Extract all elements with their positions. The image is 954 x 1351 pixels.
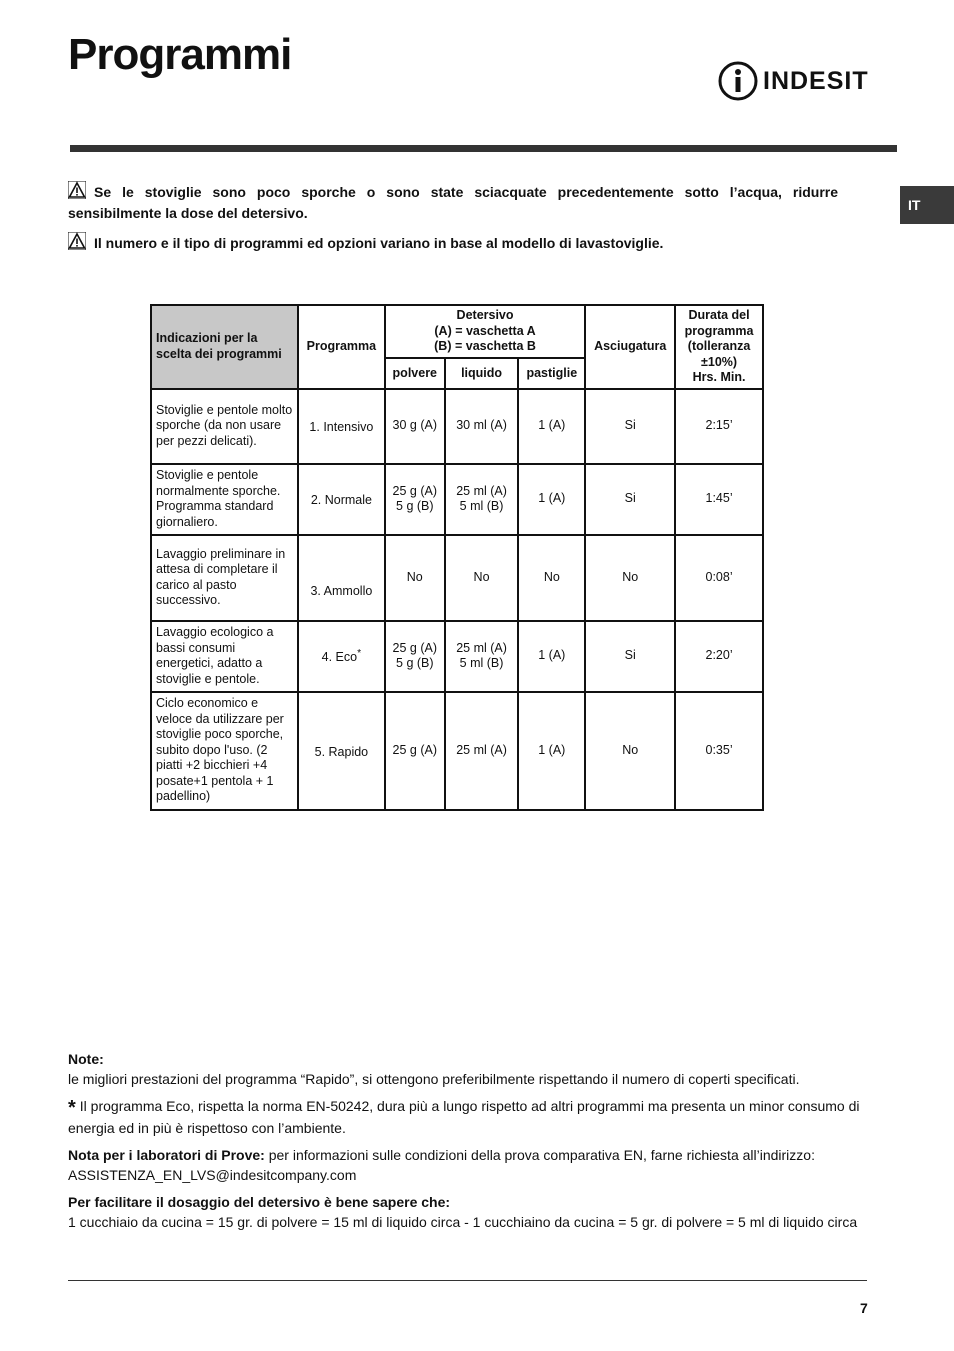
table-row	[151, 621, 763, 692]
header-drying: Asciugatura	[585, 305, 675, 389]
note-eco-text: Il programma Eco, rispetta la norma EN-50242, dura più a lungo rispetto ad altri programmi ma presenta un minor consumo di energia ed in più è rispettoso con l’ambiente.	[68, 1098, 860, 1136]
program-name: 2. Normale	[310, 493, 372, 508]
row-liquid	[445, 389, 519, 464]
row-description: Stoviglie e pentole normalmente sporche. Programma standard giornaliero.	[151, 464, 298, 535]
row-tablets: 1 (A)	[518, 389, 585, 464]
header-divider	[70, 145, 897, 152]
row-description: Ciclo economico e veloce da utilizzare per stoviglie poco sporche, subito dopo l'uso. (2 piatti +2 bicchieri +4 posate+1 pentola + 1 padellino)	[151, 692, 298, 810]
language-tab: IT	[900, 186, 954, 224]
row-liquid	[445, 692, 519, 810]
row-powder	[385, 389, 445, 464]
warning-icon	[68, 232, 86, 255]
table-row	[151, 464, 763, 535]
note-lab-text: per informazioni sulle condizioni della prova comparativa EN, farne richiesta all’indirizzo: ASSISTENZA_EN_LVS@indesitcompany.com	[68, 1147, 815, 1183]
header-detergent-title: Detersivo	[456, 308, 514, 323]
programs-table	[150, 304, 764, 811]
row-program	[298, 621, 385, 692]
row-tablets: 1 (A)	[518, 464, 585, 535]
row-drying: Si	[585, 464, 675, 535]
row-liquid	[445, 535, 519, 621]
powder-value: 25 g (A)	[392, 483, 438, 498]
powder-value: 30 g (A)	[392, 418, 438, 433]
notes-heading: Note:	[68, 1051, 104, 1067]
row-powder	[385, 464, 445, 535]
row-powder	[385, 692, 445, 810]
note-lab-label: Nota per i laboratori di Prove:	[68, 1147, 265, 1163]
note-rapid: le migliori prestazioni del programma “Rapido”, si ottengono preferibilmente rispettando il numero di coperti specificati.	[68, 1070, 800, 1087]
program-name: 4. Eco	[321, 650, 358, 665]
row-drying: No	[585, 692, 675, 810]
asterisk-mark: *	[68, 1097, 76, 1119]
row-program	[298, 535, 385, 621]
page-title: Programmi	[68, 30, 292, 79]
header-duration-line: Durata del	[688, 308, 750, 322]
warning-note-2	[68, 232, 838, 255]
warning-note-1	[68, 181, 838, 223]
table-row	[151, 389, 763, 464]
warning-text-2: Il numero e il tipo di programmi ed opzioni variano in base al modello di lavastoviglie.	[94, 235, 664, 251]
program-mark: *	[357, 648, 362, 660]
header-detergent	[385, 305, 585, 358]
powder-value: 25 g (A)	[392, 640, 438, 655]
warning-text-1: Se le stoviglie sono poco sporche o sono state sciacquate precedentemente sotto l’acqua, ridurre sensibilmente la dose del detersivo.	[68, 184, 838, 221]
row-tablets: No	[518, 535, 585, 621]
row-duration: 0:35’	[675, 692, 763, 810]
warning-icon	[68, 181, 86, 204]
powder-value: No	[406, 569, 423, 584]
row-tablets: 1 (A)	[518, 692, 585, 810]
row-liquid	[445, 621, 519, 692]
row-liquid	[445, 464, 519, 535]
header-liquid: liquido	[445, 358, 519, 388]
row-duration: 2:20’	[675, 621, 763, 692]
brand-name: INDESIT	[763, 66, 869, 95]
dose-heading: Per facilitare il dosaggio del detersivo è bene sapere che:	[68, 1194, 451, 1210]
program-name: 3. Ammollo	[310, 584, 373, 598]
row-program	[298, 389, 385, 464]
row-program	[298, 692, 385, 810]
program-name: 1. Intensivo	[309, 420, 374, 435]
row-drying: Si	[585, 389, 675, 464]
header-powder: polvere	[385, 358, 445, 388]
header-duration-line: (tolleranza	[687, 339, 751, 353]
row-program	[298, 464, 385, 535]
row-drying: Si	[585, 621, 675, 692]
header-duration	[675, 305, 763, 389]
header-tablets: pastiglie	[518, 358, 585, 388]
dose-text: 1 cucchiaio da cucina = 15 gr. di polvere = 15 ml di liquido circa - 1 cucchiaino da cucina = 5 gr. di polvere = 5 ml di liquido circa	[68, 1213, 858, 1230]
liquid-value: 25 ml (A)	[456, 742, 507, 757]
brand-logo	[717, 60, 869, 102]
row-duration: 1:45’	[675, 464, 763, 535]
powder-value: 25 g (A)	[392, 742, 438, 757]
powder-value: 5 g (B)	[396, 656, 434, 670]
liquid-value: 25 ml (A)	[456, 483, 507, 498]
table-row	[151, 535, 763, 621]
brand-logo-icon	[717, 60, 759, 102]
row-duration: 0:08’	[675, 535, 763, 621]
footer-divider	[68, 1280, 867, 1281]
header-duration-line: programma	[684, 323, 754, 338]
liquid-value: No	[473, 569, 490, 584]
powder-value: 5 g (B)	[396, 499, 434, 513]
header-indications: Indicazioni per la scelta dei programmi	[151, 305, 298, 389]
header-duration-line: Hrs. Min.	[692, 370, 746, 384]
notes-section	[68, 1050, 868, 1240]
header-detergent-b: (B) = vaschetta B	[434, 339, 536, 354]
note-lab	[68, 1146, 868, 1185]
header-detergent-a: (A) = vaschetta A	[434, 323, 536, 338]
liquid-value: 5 ml (B)	[459, 499, 504, 513]
row-tablets: 1 (A)	[518, 621, 585, 692]
header-duration-line: ±10%)	[701, 354, 738, 369]
row-description: Lavaggio ecologico a bassi consumi energetici, adatto a stoviglie e pentole.	[151, 621, 298, 692]
liquid-value: 5 ml (B)	[459, 656, 504, 670]
page-number: 7	[860, 1300, 868, 1316]
table-row	[151, 692, 763, 810]
row-duration: 2:15’	[675, 389, 763, 464]
row-powder	[385, 621, 445, 692]
header-program: Programma	[298, 305, 385, 389]
row-description: Lavaggio preliminare in attesa di completare il carico al pasto successivo.	[151, 535, 298, 621]
row-powder	[385, 535, 445, 621]
liquid-value: 30 ml (A)	[456, 418, 507, 433]
liquid-value: 25 ml (A)	[456, 640, 507, 655]
note-eco	[68, 1097, 868, 1138]
row-description: Stoviglie e pentole molto sporche (da non usare per pezzi delicati).	[151, 389, 298, 464]
program-name: 5. Rapido	[314, 744, 369, 759]
row-drying: No	[585, 535, 675, 621]
